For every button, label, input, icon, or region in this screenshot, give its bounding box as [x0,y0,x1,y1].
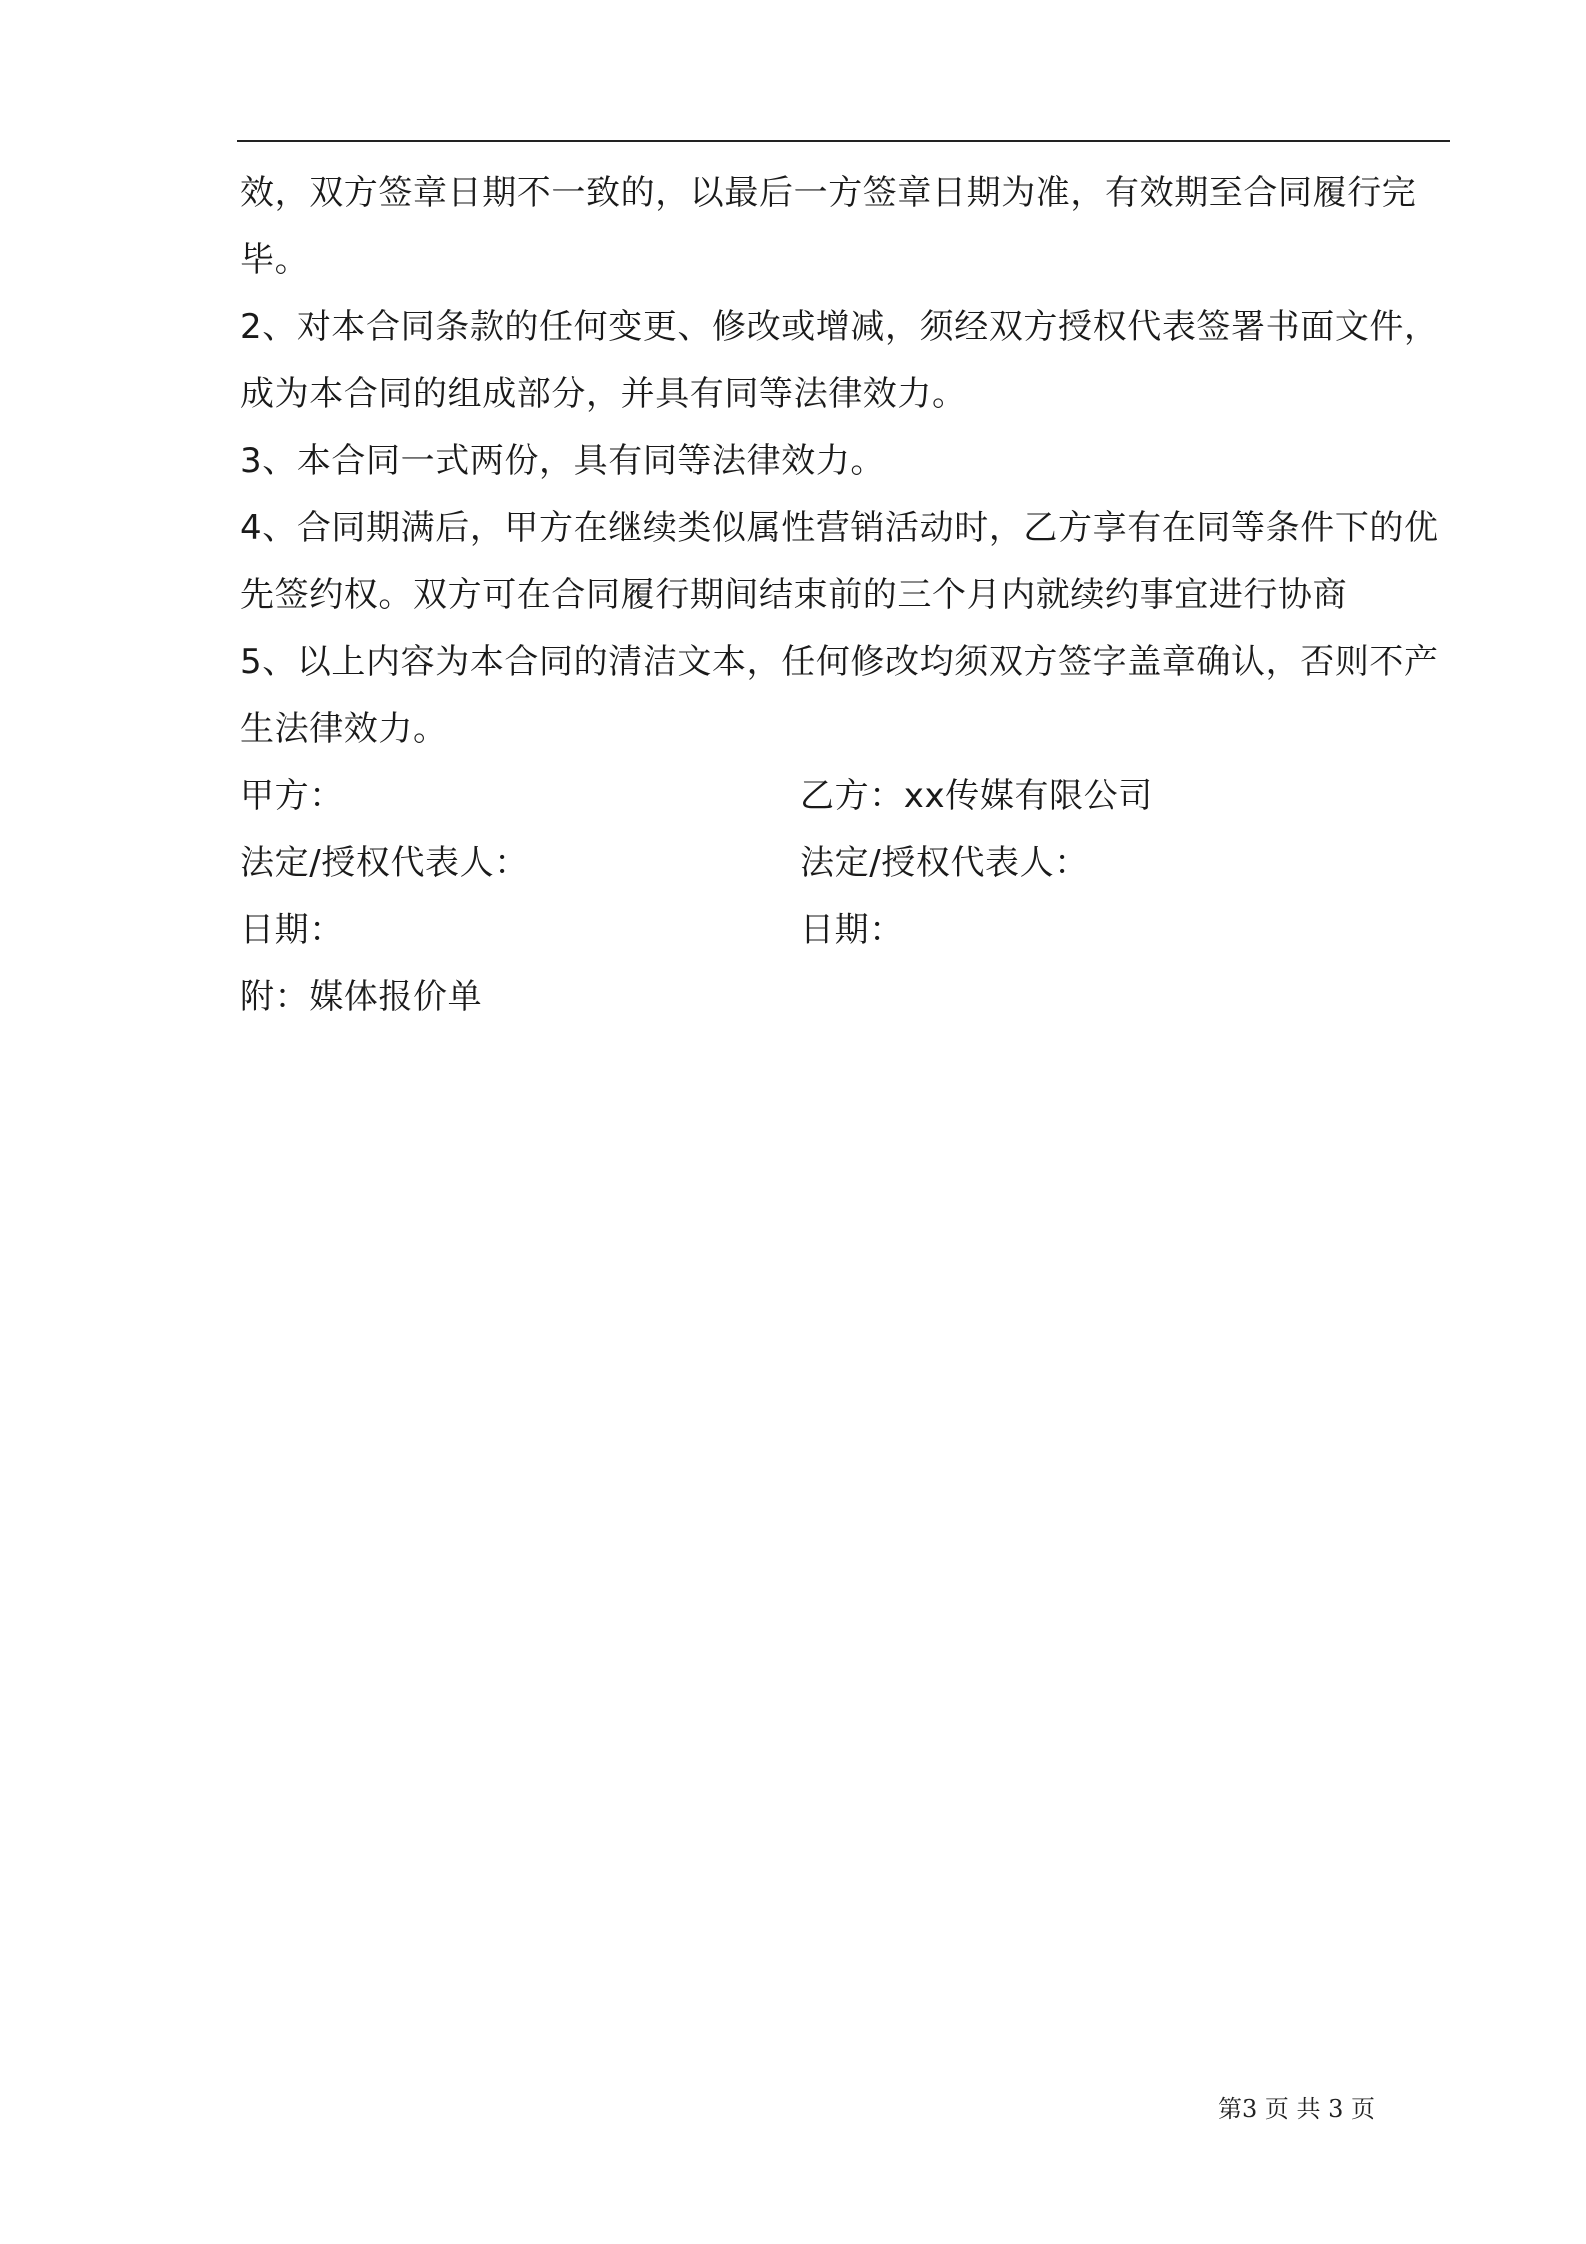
representative-a-label: 法定/授权代表人： [240,843,529,883]
paragraph-effective-date: 效，双方签章日期不一致的，以最后一方签章日期为准，有效期至合同履行完毕。 [240,173,1417,280]
representative-b-label: 法定/授权代表人： [800,843,1089,883]
party-a-label: 甲方： [240,776,344,816]
paragraph-clause-5: 5、以上内容为本合同的清洁文本，任何修改均须双方签字盖章确认，否则不产生法律效力。 [240,642,1439,749]
page-number-footer: 第3 页 共 3 页 [1218,2095,1376,2123]
attachment-line: 附：媒体报价单 [240,977,483,1017]
signature-date-row [240,897,1452,964]
paragraph-clause-2: 2、对本合同条款的任何变更、修改或增减，须经双方授权代表签署书面文件，成为本合同的组成部分，并具有同等法律效力。 [240,307,1439,414]
paragraph-clause-4: 4、合同期满后，甲方在继续类似属性营销活动时，乙方享有在同等条件下的优先签约权。双方可在合同履行期间结束前的三个月内就续约事宜进行协商 [240,508,1439,615]
signature-representative-row [240,830,1452,897]
party-b-label: 乙方：xx传媒有限公司 [800,776,1153,816]
date-a-label: 日期： [240,910,344,950]
header-rule [237,140,1450,142]
signature-party-row [240,763,1452,830]
document-body [240,160,1452,1031]
paragraph-clause-3: 3、本合同一式两份，具有同等法律效力。 [240,441,886,481]
date-b-label: 日期： [800,910,904,950]
